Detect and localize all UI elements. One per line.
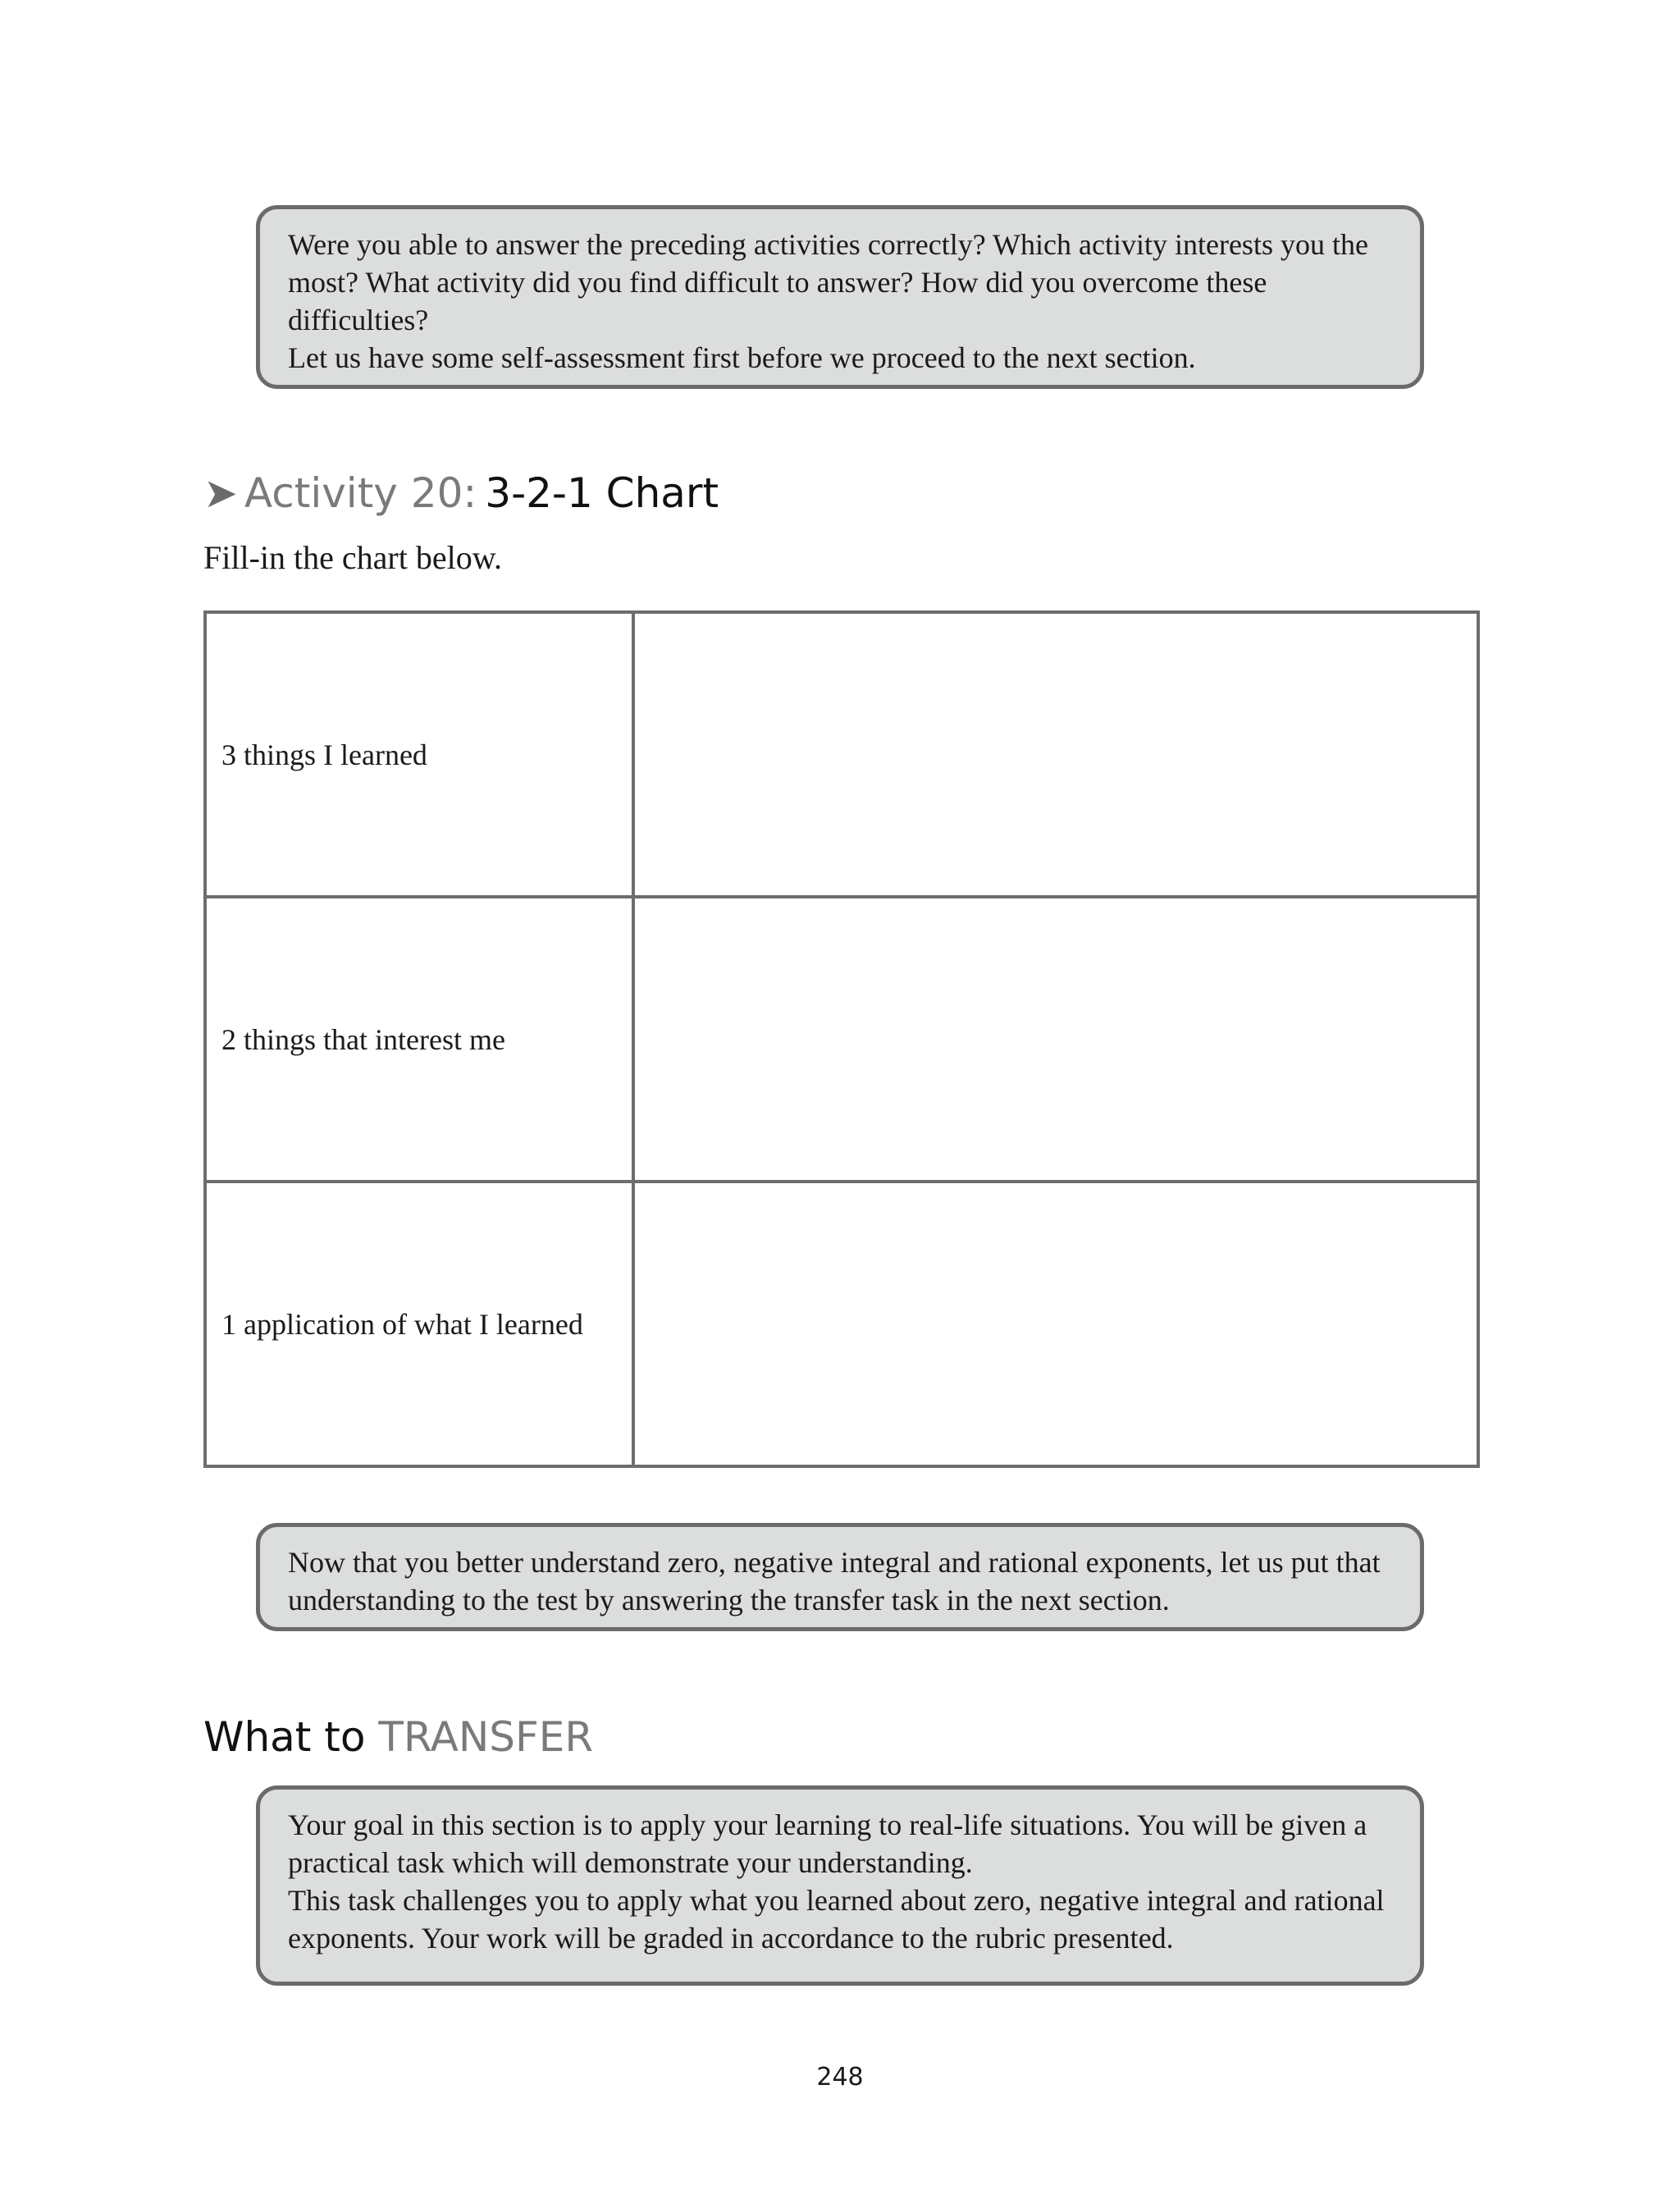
page-number: 248: [816, 2063, 864, 2092]
transition-text: Now that you better understand zero, negative integral and rational exponents, let us put that understanding to the test by answering the transfer task in the next section.: [288, 1546, 1381, 1616]
transfer-task-text: This task challenges you to apply what you learned about zero, negative integral and rational exponents. Your work will be graded in accordance to the rubric presented.: [288, 1884, 1385, 1955]
activity-title: 3-2-1 Chart: [485, 469, 719, 517]
chart-answer-cell[interactable]: [633, 612, 1478, 897]
section-heading: [203, 1710, 593, 1764]
chart-label-cell: 3 things I learned: [205, 612, 633, 897]
chart-label-cell: 2 things that interest me: [205, 897, 633, 1182]
chart-label-cell: 1 application of what I learned: [205, 1182, 633, 1466]
arrowhead-icon: ➤: [203, 469, 238, 517]
transfer-goal-callout: [256, 1785, 1424, 1986]
table-row: [205, 897, 1478, 1182]
table-row: [205, 612, 1478, 897]
table-row: [205, 1182, 1478, 1466]
self-assessment-prompt: Let us have some self-assessment first before we proceed to the next section.: [288, 341, 1196, 374]
activity-instruction: Fill-in the chart below.: [203, 539, 502, 576]
chart-answer-cell[interactable]: [633, 1182, 1478, 1466]
section-heading-lead: What to: [203, 1713, 366, 1761]
activity-heading: [203, 464, 719, 522]
transfer-goal-text: Your goal in this section is to apply your learning to real-life situations. You will be given a practical task which will demonstrate your understanding.: [288, 1808, 1367, 1879]
section-heading-accent: TRANSFER: [378, 1713, 594, 1761]
activity-number: Activity 20:: [244, 469, 477, 517]
chart-answer-cell[interactable]: [633, 897, 1478, 1182]
three-two-one-chart: [203, 610, 1480, 1468]
transition-callout: [256, 1523, 1424, 1631]
self-assessment-callout: [256, 205, 1424, 389]
self-assessment-questions: Were you able to answer the preceding activities correctly? Which activity interests you the most? What activity did you find difficult to answer? How did you overcome these difficulties?: [288, 228, 1368, 336]
